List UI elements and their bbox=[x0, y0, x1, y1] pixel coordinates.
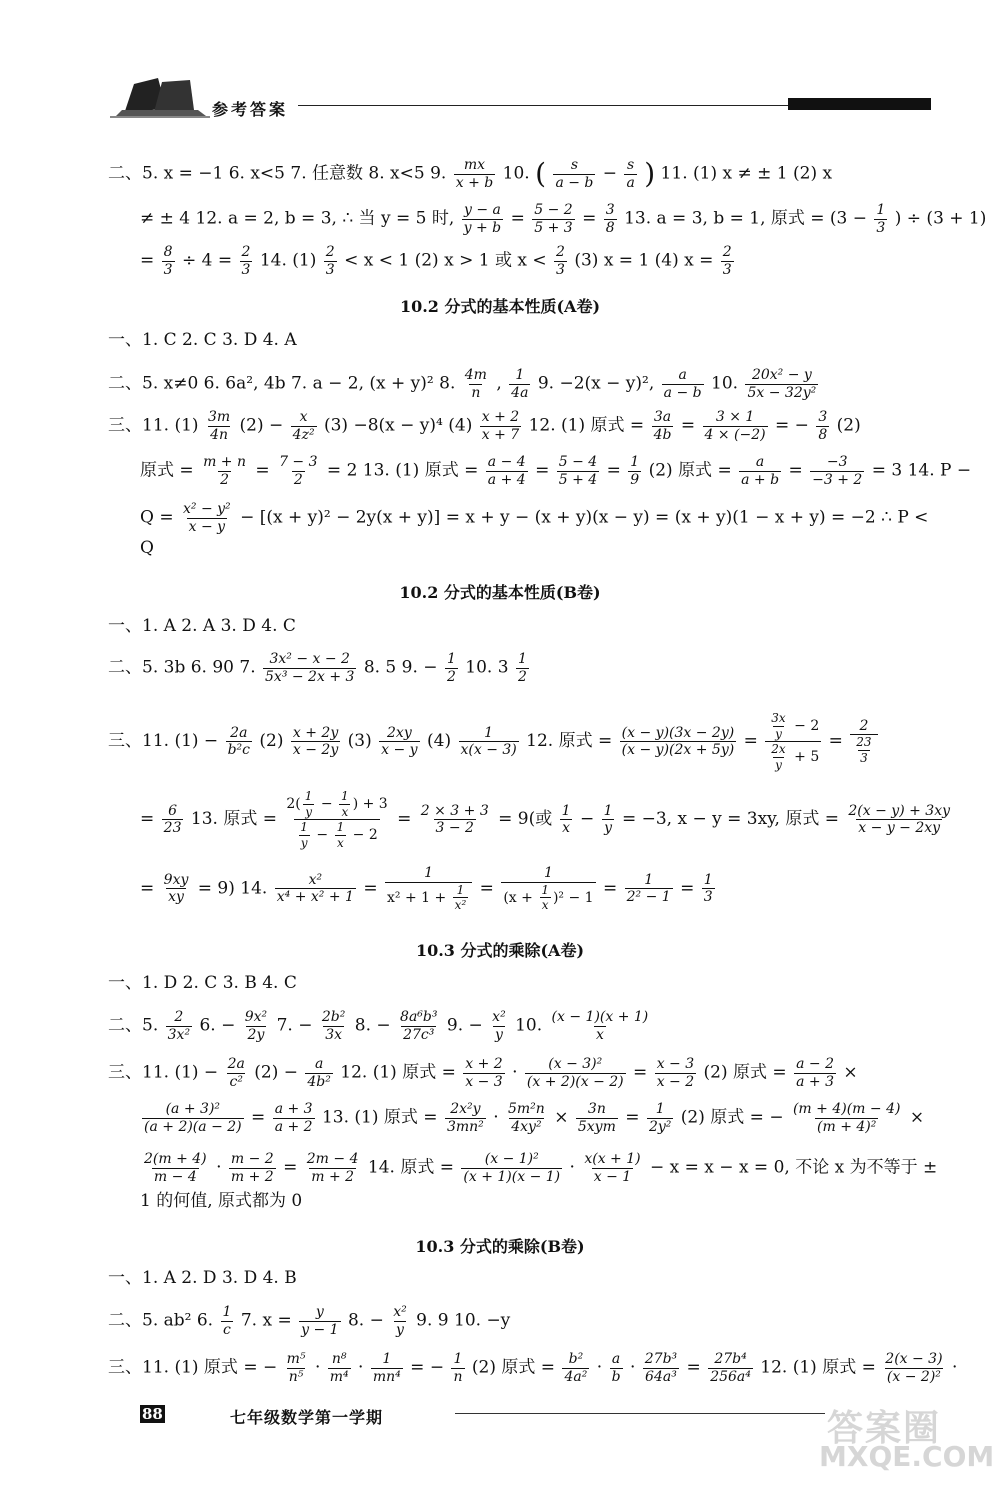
fraction: $\frac{\text{x²}}{y}$ bbox=[393, 1304, 407, 1338]
fraction: $\frac{x + 2}{x - 3}$ bbox=[465, 1056, 503, 1090]
answer-line: 二、5. $\frac{2}{\text{3x²}}$ 6. − $\frac{\text{9x²}}{2y}$ 7. − $\frac{\text{2b²}}{3x}$ 8. − $\frac{\text{8a⁶b³}}{\text{27c³}}$ 9. − $\frac{\text{x²}}{y}$ 10. $\frac{(x - 1)(x + 1)}{x}$ bbox=[108, 1009, 649, 1043]
fraction: $\frac{2a}{\text{b²c}}$ bbox=[227, 724, 250, 759]
fraction: $\frac{\text{27b⁴}}{\text{256a⁴}}$ bbox=[710, 1351, 751, 1385]
fraction: $\frac{5 - 4}{5 + 4}$ bbox=[558, 454, 598, 488]
fraction: $\frac{\text{2b²}}{3x}$ bbox=[321, 1009, 346, 1043]
header-rule bbox=[298, 105, 788, 106]
fraction: $\frac{mx}{x + b}$ bbox=[455, 157, 494, 191]
fraction: $\frac{x + 2y}{x - 2y}$ bbox=[292, 724, 339, 759]
compound-fraction: $\frac{2}{\frac{23}{3}}$ bbox=[850, 719, 877, 765]
fraction: $\frac{8}{3}$ bbox=[163, 244, 173, 278]
fraction: $\frac{x - 3}{x - 2}$ bbox=[656, 1056, 695, 1090]
page-header bbox=[100, 70, 932, 130]
fraction: $\frac{2(x - y) + 3xy}{x - y - 2xy}$ bbox=[848, 802, 950, 837]
fraction: $\frac{\text{2x²y}}{\text{3mn²}}$ bbox=[446, 1101, 484, 1135]
watermark: 答案圈 MXQE.COM bbox=[819, 1407, 995, 1473]
fraction: $\frac{\text{x² − y²}}{x - y}$ bbox=[183, 501, 231, 535]
fraction: $\frac{m + n}{2}$ bbox=[203, 454, 246, 488]
fraction: $\frac{-3}{-3 + 2}$ bbox=[812, 454, 863, 488]
answer-line: $\frac{2(m + 4)}{m - 4}$ · $\frac{m - 2}{m + 2}$ = $\frac{2m - 4}{m + 2}$ 14. 原式 = $\frac{\text{(x − 1)²}}{(x + 1)(x - 1)}$ · $\frac{x(x + 1)}{x - 1}$ − x = x − x = 0, 不论 x 为不等于 ± bbox=[144, 1151, 938, 1185]
fraction: $\frac{3 \times 1}{4 \times (-2)}$ bbox=[704, 409, 766, 443]
compound-fraction: $\frac{3x}{y}$ − 2 $\frac{2x}{y}$ + 5 bbox=[765, 712, 821, 771]
compound-fraction: 1 (x + $\frac{1}{x}$ )² − 1 bbox=[503, 865, 594, 913]
fraction: $\frac{2a}{\text{c²}}$ bbox=[227, 1056, 245, 1090]
answer-line: = $\frac{6}{23}$ 13. 原式 = 2( $\frac{1}{y}$ − $\frac{1}{x}$ ) + 3 $\frac{1}{y}$ − $\frac{1}{x}$ − 2 = $\frac{2 \times 3 + 3}{3 - 2}$ = 9(或 $\frac{1}{x}$ − $\frac{1}{y}$ = −3, x − y = 3xy, 原式 = $\frac{2(x - y) + 3xy}{x - y - 2xy}$ bbox=[140, 789, 950, 850]
fraction: $\frac{(x - y)(3x - 2y)}{(x - y)(2x + 5y)}$ bbox=[621, 724, 735, 759]
fraction: $\frac{x(x + 1)}{x - 1}$ bbox=[584, 1151, 641, 1185]
fraction: $\frac{1}{c}$ bbox=[222, 1304, 232, 1338]
fraction: $\frac{x + 2}{x + 7}$ bbox=[481, 409, 520, 443]
fraction: $\frac{2(x - 3)}{\text{(x − 2)²}}$ bbox=[885, 1351, 943, 1385]
header-bar bbox=[788, 98, 931, 110]
fraction: $\frac{a - 4}{a + 4}$ bbox=[487, 454, 526, 488]
fraction: $\frac{\text{(x − 1)²}}{(x + 1)(x - 1)}$ bbox=[463, 1151, 561, 1185]
fraction: $\frac{a}{\text{4b²}}$ bbox=[307, 1056, 331, 1090]
fraction: $\frac{s}{a - b}$ bbox=[555, 157, 594, 191]
answer-line: 一、1. D 2. C 3. B 4. C bbox=[108, 973, 297, 993]
fraction: $\frac{(m + 4)(m - 4)}{\text{(m + 4)²}}$ bbox=[792, 1101, 901, 1135]
fraction: $\frac{5 - 2}{5 + 3}$ bbox=[534, 202, 573, 236]
fraction: $\frac{2(m + 4)}{m - 4}$ bbox=[144, 1151, 207, 1185]
fraction: $\frac{s}{a}$ bbox=[626, 157, 635, 191]
fraction: $\frac{\text{5m²n}}{\text{4xy²}}$ bbox=[508, 1101, 545, 1135]
answer-line: $\frac{\text{(a + 3)²}}{(a + 2)(a - 2)}$ = $\frac{a + 3}{a + 2}$ 13. (1) 原式 = $\frac{\text{2x²y}}{\text{3mn²}}$ · $\frac{\text{5m²n}}{\text{4xy²}}$ × 3n 5xym = $\frac{1}{\text{2y²}}$ (2) 原式 = − $\frac{(m + 4)(m - 4)}{\text{(m + 4)²}}$ × bbox=[144, 1101, 925, 1135]
answer-line: Q bbox=[140, 538, 154, 558]
fraction: $\frac{a - 2}{a + 3}$ bbox=[796, 1056, 834, 1090]
fraction: $\frac{a + 3}{a + 2}$ bbox=[274, 1101, 313, 1135]
fraction: $\frac{1}{3}$ bbox=[876, 202, 886, 236]
fraction: $\frac{1}{4a}$ bbox=[511, 367, 529, 401]
fraction: $\frac{\text{20x² − y}}{\text{5x − 32y²}}$ bbox=[747, 367, 817, 401]
book-title: 七年级数学第一学期 bbox=[230, 1408, 384, 1427]
fraction: $\frac{y - a}{y + b}$ bbox=[463, 202, 502, 236]
section-title: 10.3 分式的乘除(B卷) bbox=[415, 1237, 585, 1256]
fraction: $\frac{9xy}{xy}$ bbox=[163, 871, 189, 906]
answer-line: 三、11. (1) − $\frac{2a}{\text{c²}}$ (2) − $\frac{a}{\text{4b²}}$ 12. (1) 原式 = $\frac{x + 2}{x - 3}$ · $\frac{\text{(x − 3)²}}{(x + 2)(x - 2)}$ = $\frac{x - 3}{x - 2}$ (2) 原式 = $\frac{a - 2}{a + 3}$ × bbox=[108, 1056, 858, 1090]
fraction: $\frac{(x - 1)(x + 1)}{x}$ bbox=[551, 1009, 649, 1043]
fraction: $\frac{m - 2}{m + 2}$ bbox=[230, 1151, 274, 1185]
fraction: $\frac{2xy}{x - y}$ bbox=[381, 724, 418, 759]
header-title: 参考答案 bbox=[212, 100, 289, 119]
compound-fraction: 1 x² + 1 + $\frac{1}{\text{x²}}$ bbox=[385, 866, 472, 912]
fraction: $\frac{2}{3}$ bbox=[241, 244, 251, 278]
fraction: $\frac{\text{(x − 3)²}}{(x + 2)(x - 2)}$ bbox=[526, 1056, 624, 1090]
fraction: $\frac{7 - 3}{2}$ bbox=[279, 454, 318, 488]
fraction: $\frac{1}{n}$ bbox=[453, 1351, 463, 1385]
fraction: 3n 5xym bbox=[577, 1101, 616, 1135]
fraction: $\frac{2}{3}$ bbox=[556, 244, 565, 278]
fraction: $\frac{1}{\text{mn⁴}}$ bbox=[372, 1351, 401, 1385]
answer-line: 二、5. x≠0 6. 6a², 4b 7. a − 2, (x + y)² 8. $\frac{4m}{n}$ , $\frac{1}{4a}$ 9. −2(x − y)², $\frac{a}{a - b}$ 10. $\frac{\text{20x² − y}}{\text{5x − 32y²}}$ bbox=[108, 367, 817, 401]
fraction: $\frac{a}{a + b}$ bbox=[741, 454, 780, 488]
answer-line: 二、5. ab² 6. $\frac{1}{c}$ 7. x = $\frac{y}{y - 1}$ 8. − $\frac{\text{x²}}{y}$ 9. 9 10. −y bbox=[108, 1304, 511, 1338]
fraction: $\frac{3a}{4b}$ bbox=[653, 409, 672, 443]
fraction: $\frac{2 \times 3 + 3}{3 - 2}$ bbox=[420, 802, 489, 837]
answer-line: = $\frac{8}{3}$ ÷ 4 = $\frac{2}{3}$ 14. (1) $\frac{2}{3}$ < x < 1 (2) x > 1 或 x < $\frac{2}{3}$ (3) x = 1 (4) x = $\frac{2}{3}$ bbox=[140, 244, 732, 278]
answer-line: 三、11. (1) 原式 = − $\frac{\text{m⁵}}{\text{n⁵}}$ · $\frac{\text{n⁸}}{\text{m⁴}}$ · $\frac{1}{\text{mn⁴}}$ = − $\frac{1}{n}$ (2) 原式 = $\frac{\text{b²}}{\text{4a²}}$ · $\frac{a}{b}$ · $\frac{\text{27b³}}{\text{64a³}}$ = $\frac{\text{27b⁴}}{\text{256a⁴}}$ 12. (1) 原式 = $\frac{2(x - 3)}{\text{(x − 2)²}}$ · bbox=[108, 1351, 958, 1385]
answer-line: Q = $\frac{\text{x² − y²}}{x - y}$ − [(x + y)² − 2y(x + y)] = x + y − (x + y)(x − y) = (x + y)(1 − x + y) = −2 ∴ P < bbox=[140, 501, 929, 535]
fraction: $\frac{3m}{4n}$ bbox=[207, 409, 231, 443]
answer-line: = $\frac{9xy}{xy}$ = 9) 14. $\frac{\text{x²}}{\text{x⁴ + x² + 1}}$ = 1 x² + 1 + $\frac{1}{\text{x²}}$ = 1 (x + $\frac{1}{x}$ )² − 1 = $\frac{1}{\text{2² − 1}}$ = $\frac{1}{3}$ bbox=[140, 865, 713, 913]
answer-line: 三、11. (1) $\frac{3m}{4n}$ (2) − $\frac{x}{\text{4z²}}$ (3) −8(x − y)⁴ (4) $\frac{x + 2}{x + 7}$ 12. (1) 原式 = $\frac{3a}{4b}$ = $\frac{3 \times 1}{4 \times (-2)}$ = − $\frac{3}{8}$ (2) bbox=[108, 409, 861, 443]
fraction: $\frac{1}{9}$ bbox=[630, 454, 640, 488]
section-title: 10.2 分式的基本性质(B卷) bbox=[399, 583, 601, 602]
fraction: $\frac{1}{3}$ bbox=[703, 871, 713, 906]
fraction: $\frac{\text{x²}}{\text{x⁴ + x² + 1}}$ bbox=[276, 871, 354, 906]
fraction: $\frac{a}{b}$ bbox=[611, 1351, 621, 1385]
books-icon bbox=[110, 74, 210, 118]
fraction: $\frac{\text{27b³}}{\text{64a³}}$ bbox=[644, 1351, 678, 1385]
fraction: $\frac{2}{3}$ bbox=[722, 244, 732, 278]
fraction: $\frac{1}{2}$ bbox=[517, 651, 527, 685]
fraction: $\frac{\text{8a⁶b³}}{\text{27c³}}$ bbox=[400, 1009, 438, 1043]
fraction: $\frac{\text{3x² − x − 2}}{\text{5x³ − 2x + 3}}$ bbox=[265, 651, 355, 685]
section-title: 10.2 分式的基本性质(A卷) bbox=[399, 297, 601, 316]
fraction: $\frac{1}{x}$ bbox=[561, 802, 571, 837]
answer-line: 二、5. 3b 6. 90 7. $\frac{\text{3x² − x − 2}}{\text{5x³ − 2x + 3}}$ 8. 5 9. − $\frac{1}{2}$ 10. 3 $\frac{1}{2}$ bbox=[108, 651, 527, 685]
answer-line: 1 的何值, 原式都为 0 bbox=[140, 1191, 303, 1211]
answer-line: 一、1. A 2. D 3. D 4. B bbox=[108, 1268, 297, 1288]
fraction: $\frac{\text{n⁸}}{\text{m⁴}}$ bbox=[329, 1351, 349, 1385]
fraction: $\frac{3}{8}$ bbox=[605, 202, 615, 236]
answer-line: ≠ ± 4 12. a = 2, b = 3, ∴ 当 y = 5 时, $\frac{y - a}{y + b}$ = $\frac{5 - 2}{5 + 3}$ = $\frac{3}{8}$ 13. a = 3, b = 1, 原式 = (3 − $\frac{1}{3}$ ) ÷ (3 + 1) bbox=[140, 202, 987, 236]
fraction: $\frac{\text{9x²}}{2y}$ bbox=[244, 1009, 268, 1043]
answer-line: 二、5. x = −1 6. x<5 7. 任意数 8. x<5 9. $\frac{mx}{x + b}$ 10. ( $\frac{s}{a - b}$ − $\frac{s}{a}$ ) 11. (1) x ≠ ± 1 (2) x bbox=[108, 157, 833, 191]
fraction: $\frac{x}{\text{4z²}}$ bbox=[292, 409, 315, 443]
compound-fraction: 2( $\frac{1}{y}$ − $\frac{1}{x}$ ) + 3 $\frac{1}{y}$ − $\frac{1}{x}$ − 2 bbox=[286, 789, 388, 850]
fraction: $\frac{6}{23}$ bbox=[163, 802, 182, 837]
fraction: $\frac{2m - 4}{m + 2}$ bbox=[306, 1151, 359, 1185]
fraction: $\frac{2}{3}$ bbox=[325, 244, 335, 278]
fraction: $\frac{4m}{n}$ bbox=[464, 367, 487, 401]
page-number: 88 bbox=[142, 1405, 163, 1423]
fraction: $\frac{a}{a - b}$ bbox=[663, 367, 702, 401]
fraction: $\frac{2}{\text{3x²}}$ bbox=[167, 1009, 191, 1043]
answer-line: 一、1. C 2. C 3. D 4. A bbox=[108, 330, 297, 350]
fraction: $\frac{1}{y}$ bbox=[603, 802, 613, 837]
fraction: $\frac{\text{b²}}{\text{4a²}}$ bbox=[564, 1351, 588, 1385]
fraction: $\frac{\text{(a + 3)²}}{(a + 2)(a - 2)}$ bbox=[144, 1101, 242, 1135]
fraction: $\frac{1}{2}$ bbox=[446, 651, 456, 685]
fraction: $\frac{1}{\text{2² − 1}}$ bbox=[626, 871, 671, 906]
answer-line: 三、11. (1) − $\frac{2a}{\text{b²c}}$ (2) $\frac{x + 2y}{x - 2y}$ (3) $\frac{2xy}{x - y}$ (4) $\frac{1}{x(x - 3)}$ 12. 原式 = $\frac{(x - y)(3x - 2y)}{(x - y)(2x + 5y)}$ = $\frac{3x}{y}$ − 2 $\frac{2x}{y}$ + 5 = $\frac{2}{\frac{23}{3}}$ bbox=[108, 712, 880, 771]
fraction: $\frac{y}{y - 1}$ bbox=[301, 1304, 339, 1338]
fraction: $\frac{1}{\text{2y²}}$ bbox=[648, 1101, 672, 1135]
fraction: $\frac{3}{8}$ bbox=[818, 409, 828, 443]
answer-line: 原式 = $\frac{m + n}{2}$ = $\frac{7 - 3}{2}$ = 2 13. (1) 原式 = $\frac{a - 4}{a + 4}$ = $\frac{5 - 4}{5 + 4}$ = $\frac{1}{9}$ (2) 原式 = $\frac{a}{a + b}$ = $\frac{-3}{-3 + 2}$ = 3 14. P − bbox=[140, 454, 972, 488]
fraction: $\frac{\text{m⁵}}{\text{n⁵}}$ bbox=[286, 1351, 306, 1385]
answer-line: 一、1. A 2. A 3. D 4. C bbox=[108, 616, 296, 636]
fraction: $\frac{1}{x(x - 3)}$ bbox=[460, 724, 517, 759]
footer-rule bbox=[455, 1413, 825, 1414]
section-title: 10.3 分式的乘除(A卷) bbox=[415, 941, 585, 960]
fraction: $\frac{\text{x²}}{y}$ bbox=[492, 1009, 506, 1043]
